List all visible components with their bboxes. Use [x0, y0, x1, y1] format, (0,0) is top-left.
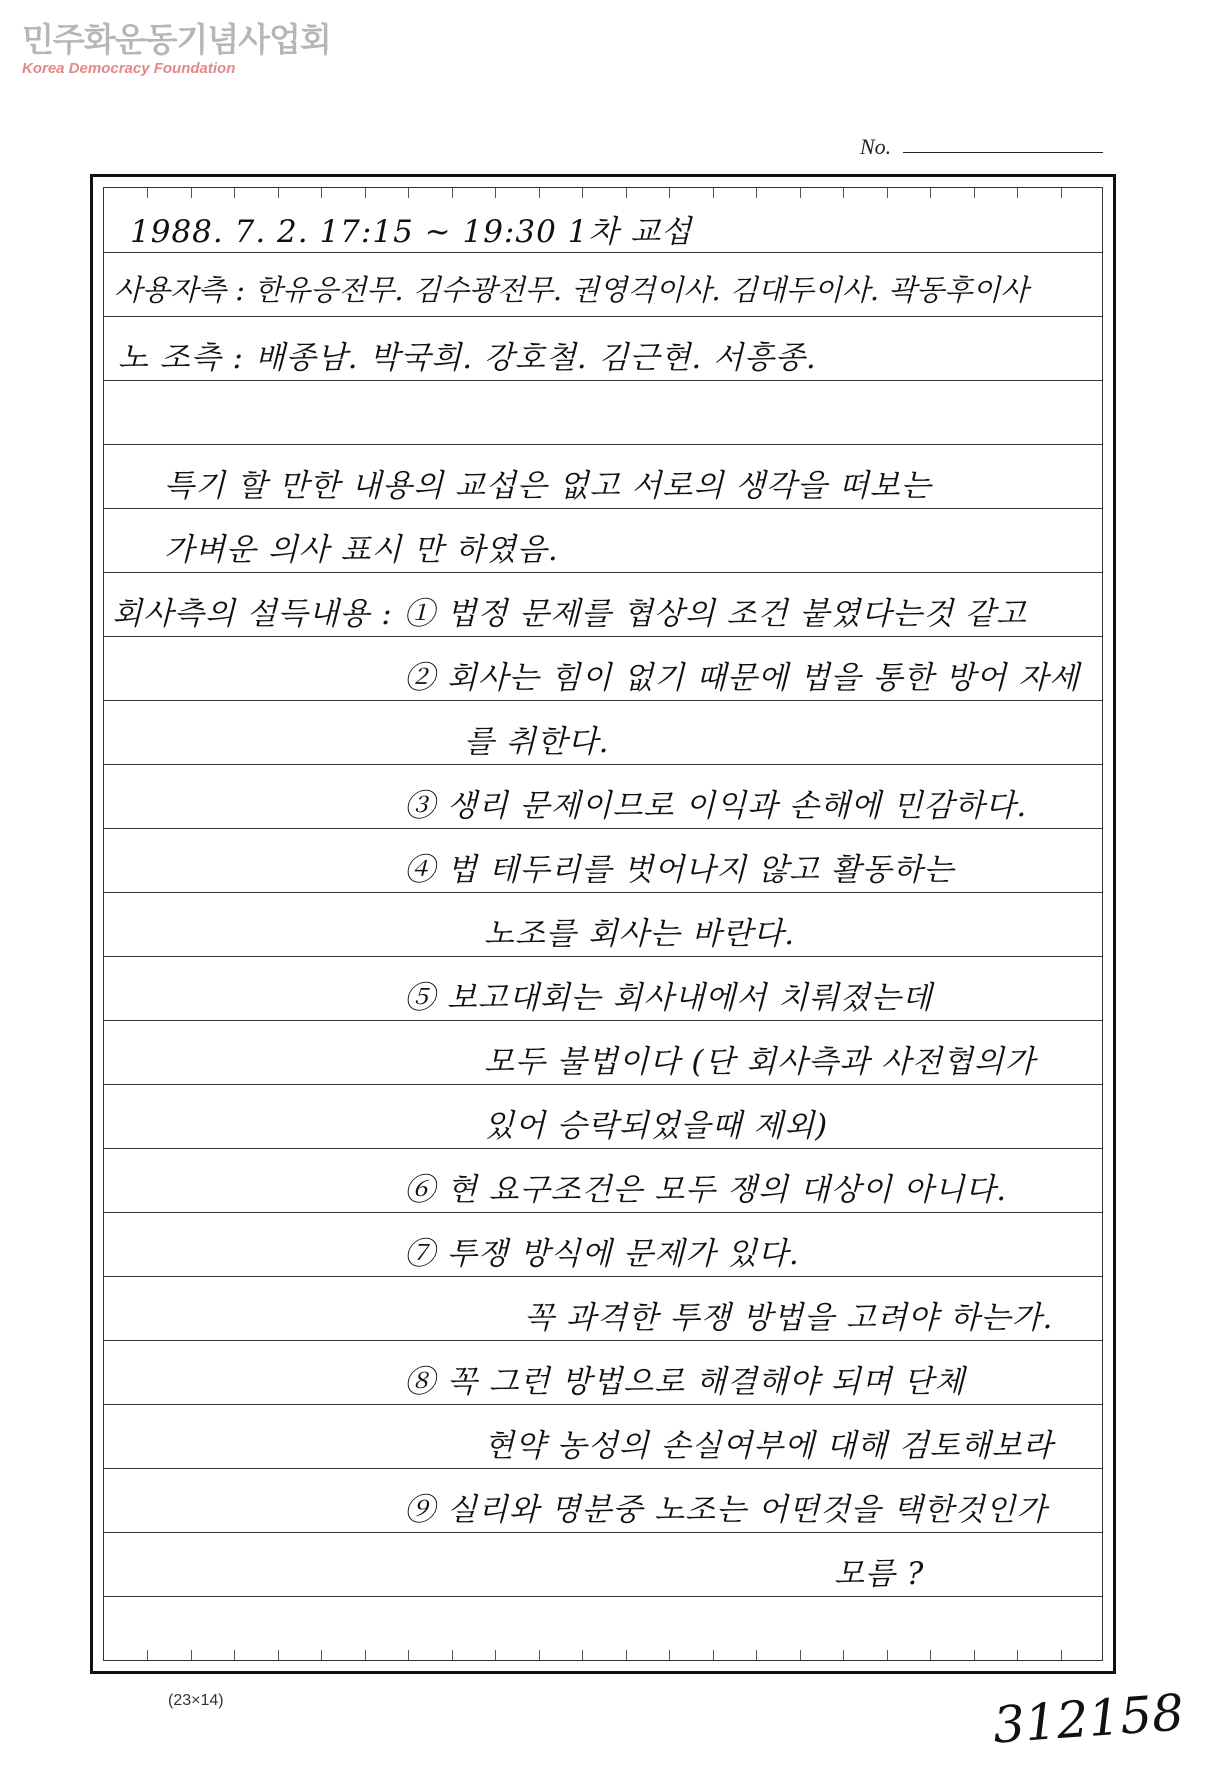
sheet-inner-frame — [103, 187, 1103, 1661]
ruled-line — [104, 1340, 1102, 1341]
grid-tick — [278, 188, 279, 198]
ruled-line — [104, 380, 1102, 381]
ruled-line — [104, 1596, 1102, 1597]
grid-tick — [321, 1650, 322, 1660]
grid-tick — [539, 1650, 540, 1660]
grid-tick — [887, 188, 888, 198]
bottom-tick-marks — [104, 1650, 1102, 1660]
ruled-line — [104, 828, 1102, 829]
grid-tick — [582, 188, 583, 198]
memo-line-persuasion-1: 회사측의 설득내용 : ① 법정 문제를 협상의 조건 붙였다는것 같고 — [112, 596, 1027, 632]
grid-tick — [669, 188, 670, 198]
grid-tick — [191, 188, 192, 198]
grid-tick — [408, 188, 409, 198]
memo-line-persuasion-5: ⑤ 보고대회는 회사내에서 치뤄졌는데 — [404, 980, 933, 1016]
sheet-size-note: (23×14) — [168, 1692, 224, 1709]
memo-line-persuasion-3: ③ 생리 문제이므로 이익과 손해에 민감하다. — [404, 788, 1028, 824]
ruled-line — [104, 892, 1102, 893]
grid-tick — [626, 1650, 627, 1660]
grid-tick — [582, 1650, 583, 1660]
memo-line-persuasion-4b: 노조를 회사는 바란다. — [484, 916, 796, 952]
grid-tick — [147, 188, 148, 198]
grid-tick — [191, 1650, 192, 1660]
ruled-sheet — [90, 174, 1116, 1674]
grid-tick — [713, 1650, 714, 1660]
grid-tick — [756, 1650, 757, 1660]
handwritten-page-number: 312158 — [991, 1683, 1186, 1755]
number-field-line — [903, 152, 1103, 153]
ruled-line — [104, 444, 1102, 445]
ruled-line — [104, 764, 1102, 765]
grid-tick — [365, 1650, 366, 1660]
memo-line-persuasion-4: ④ 법 테두리를 벗어나지 않고 활동하는 — [404, 852, 955, 888]
grid-tick — [234, 1650, 235, 1660]
grid-tick — [495, 188, 496, 198]
memo-line-persuasion-6: ⑥ 현 요구조건은 모두 쟁의 대상이 아니다. — [404, 1172, 1008, 1208]
grid-tick — [1061, 1650, 1062, 1660]
memo-line-persuasion-2b: 를 취한다. — [464, 724, 610, 760]
grid-tick — [713, 188, 714, 198]
grid-tick — [234, 188, 235, 198]
memo-line-persuasion-7b: 꼭 과격한 투쟁 방법을 고려야 하는가. — [524, 1300, 1054, 1336]
logo-english-text: Korea Democracy Foundation — [22, 60, 236, 77]
logo-korean-text: 민주화운동기념사업회 — [22, 20, 331, 59]
grid-tick — [887, 1650, 888, 1660]
memo-line-summary-2: 가벼운 의사 표시 만 하였음. — [164, 532, 559, 568]
ruled-line — [104, 1468, 1102, 1469]
top-tick-marks — [104, 188, 1102, 198]
grid-tick — [843, 188, 844, 198]
memo-line-persuasion-5c: 있어 승락되었을때 제외) — [484, 1108, 829, 1144]
ruled-line — [104, 1148, 1102, 1149]
ruled-line — [104, 1212, 1102, 1213]
grid-tick — [452, 1650, 453, 1660]
grid-tick — [800, 1650, 801, 1660]
ruled-line — [104, 572, 1102, 573]
memo-line-persuasion-8: ⑧ 꼭 그런 방법으로 해결해야 되며 단체 — [404, 1364, 966, 1400]
memo-line-persuasion-9: ⑨ 실리와 명분중 노조는 어떤것을 택한것인가 — [404, 1492, 1048, 1528]
ruled-line — [104, 316, 1102, 317]
grid-tick — [800, 188, 801, 198]
grid-tick — [1017, 188, 1018, 198]
grid-tick — [1017, 1650, 1018, 1660]
memo-line-union-side: 노 조측 : 배종남. 박국희. 강호철. 김근현. 서흥종. — [118, 340, 817, 376]
ruled-line — [104, 636, 1102, 637]
grid-tick — [974, 188, 975, 198]
grid-tick — [626, 188, 627, 198]
grid-tick — [495, 1650, 496, 1660]
ruled-line — [104, 252, 1102, 253]
memo-line-date: 1988. 7. 2. 17:15 ~ 19:30 1차 교섭 — [130, 214, 693, 250]
ruled-line — [104, 508, 1102, 509]
memo-line-persuasion-2: ② 회사는 힘이 없기 때문에 법을 통한 방어 자세 — [404, 660, 1080, 696]
grid-tick — [321, 188, 322, 198]
ruled-line — [104, 956, 1102, 957]
grid-tick — [843, 1650, 844, 1660]
ruled-line — [104, 1276, 1102, 1277]
ruled-line — [104, 700, 1102, 701]
memo-line-persuasion-7: ⑦ 투쟁 방식에 문제가 있다. — [404, 1236, 800, 1272]
memo-line-summary-1: 특기 할 만한 내용의 교섭은 없고 서로의 생각을 떠보는 — [164, 468, 932, 504]
memo-line-persuasion-8b: 현약 농성의 손실여부에 대해 검토해보라 — [484, 1428, 1054, 1464]
grid-tick — [930, 1650, 931, 1660]
grid-tick — [756, 188, 757, 198]
grid-tick — [408, 1650, 409, 1660]
ruled-line — [104, 1532, 1102, 1533]
number-label: No. — [860, 134, 892, 159]
grid-tick — [1061, 188, 1062, 198]
grid-tick — [669, 1650, 670, 1660]
grid-tick — [147, 1650, 148, 1660]
memo-line-company-side: 사용자측 : 한유응전무. 김수광전무. 권영걱이사. 김대두이사. 곽동후이사 — [114, 273, 1029, 307]
grid-tick — [539, 188, 540, 198]
ruled-line — [104, 1404, 1102, 1405]
memo-line-persuasion-5b: 모두 불법이다 (단 회사측과 사전협의가 — [484, 1044, 1036, 1080]
grid-tick — [365, 188, 366, 198]
memo-line-unknown: 모름 ? — [834, 1556, 925, 1592]
grid-tick — [974, 1650, 975, 1660]
grid-tick — [930, 188, 931, 198]
ruled-line — [104, 1084, 1102, 1085]
grid-tick — [278, 1650, 279, 1660]
foundation-logo — [22, 22, 331, 77]
ruled-line — [104, 1020, 1102, 1021]
grid-tick — [452, 188, 453, 198]
